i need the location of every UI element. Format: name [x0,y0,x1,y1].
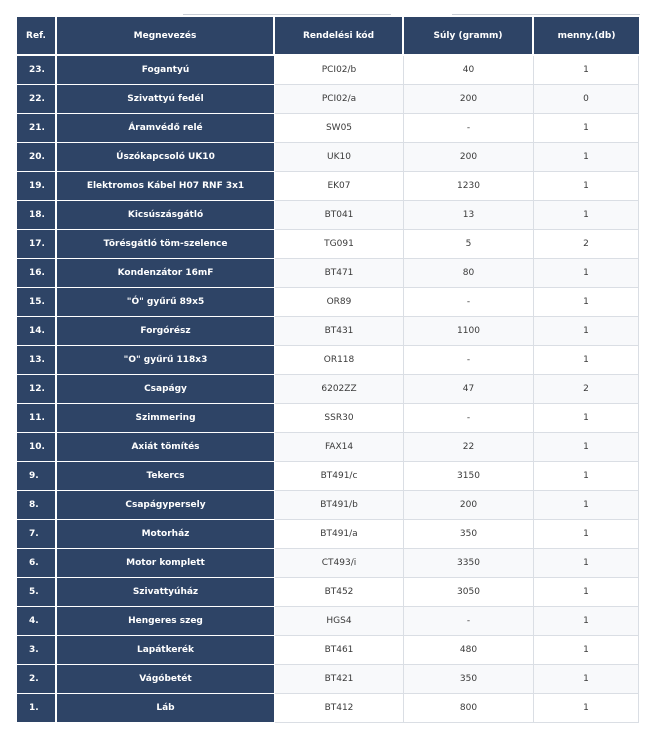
table-body [17,56,639,723]
cell-code: BT431 [275,317,404,346]
cell-qty: 1 [534,404,639,433]
cell-weight: 3150 [404,462,534,491]
cell-qty: 0 [534,85,639,114]
cell-ref: 3. [17,636,57,665]
cell-weight: 40 [404,56,534,85]
cell-qty: 2 [534,375,639,404]
cell-code: HGS4 [275,607,404,636]
cell-ref: 4. [17,607,57,636]
header-qty: menny.(db) [534,17,639,56]
cell-qty: 1 [534,56,639,85]
cell-ref: 18. [17,201,57,230]
cell-ref: 16. [17,259,57,288]
cell-code: OR118 [275,346,404,375]
cell-qty: 1 [534,578,639,607]
cell-name: Úszókapcsoló UK10 [57,143,275,172]
cell-ref: 14. [17,317,57,346]
cell-qty: 1 [534,317,639,346]
table-row [17,694,639,723]
cell-code: BT421 [275,665,404,694]
header-name: Megnevezés [57,17,275,56]
table-row [17,201,639,230]
header-code: Rendelési kód [275,17,404,56]
table-row [17,230,639,259]
cell-code: PCI02/a [275,85,404,114]
cell-ref: 8. [17,491,57,520]
cell-name: Kondenzátor 16mF [57,259,275,288]
cell-name: Forgórész [57,317,275,346]
cell-weight: - [404,346,534,375]
cell-ref: 19. [17,172,57,201]
cell-weight: 800 [404,694,534,723]
table-row [17,288,639,317]
cell-ref: 13. [17,346,57,375]
table-row [17,607,639,636]
cell-weight: 13 [404,201,534,230]
cell-code: BT491/a [275,520,404,549]
table-row [17,433,639,462]
table-row [17,114,639,143]
cell-ref: 23. [17,56,57,85]
top-divider-left [183,14,391,15]
cell-qty: 1 [534,201,639,230]
table-row [17,636,639,665]
cell-weight: 5 [404,230,534,259]
table-row [17,143,639,172]
cell-ref: 20. [17,143,57,172]
cell-name: Axiát tömítés [57,433,275,462]
cell-qty: 1 [534,288,639,317]
cell-name: "O" gyűrű 118x3 [57,346,275,375]
table-row [17,346,639,375]
table-row [17,491,639,520]
cell-qty: 1 [534,462,639,491]
cell-weight: 1230 [404,172,534,201]
cell-qty: 1 [534,607,639,636]
table-row [17,520,639,549]
cell-code: PCI02/b [275,56,404,85]
cell-code: FAX14 [275,433,404,462]
cell-name: "Ó" gyűrű 89x5 [57,288,275,317]
cell-qty: 1 [534,694,639,723]
cell-weight: 200 [404,85,534,114]
cell-ref: 22. [17,85,57,114]
cell-code: EK07 [275,172,404,201]
cell-name: Csapágy [57,375,275,404]
cell-ref: 21. [17,114,57,143]
cell-weight: 3350 [404,549,534,578]
cell-weight: 80 [404,259,534,288]
cell-code: BT452 [275,578,404,607]
cell-qty: 2 [534,230,639,259]
table-row [17,85,639,114]
cell-code: TG091 [275,230,404,259]
cell-weight: 200 [404,491,534,520]
cell-ref: 9. [17,462,57,491]
table-row [17,665,639,694]
cell-weight: - [404,607,534,636]
cell-ref: 1. [17,694,57,723]
table-row [17,404,639,433]
cell-code: OR89 [275,288,404,317]
cell-weight: - [404,288,534,317]
cell-code: 6202ZZ [275,375,404,404]
cell-weight: 3050 [404,578,534,607]
top-divider-right [452,14,640,15]
cell-weight: - [404,114,534,143]
cell-ref: 12. [17,375,57,404]
cell-qty: 1 [534,636,639,665]
cell-weight: 350 [404,665,534,694]
table-row [17,259,639,288]
cell-qty: 1 [534,665,639,694]
cell-name: Lapátkerék [57,636,275,665]
cell-qty: 1 [534,259,639,288]
cell-name: Áramvédő relé [57,114,275,143]
cell-qty: 1 [534,143,639,172]
cell-code: UK10 [275,143,404,172]
cell-code: CT493/i [275,549,404,578]
cell-name: Törésgátló töm-szelence [57,230,275,259]
cell-weight: 350 [404,520,534,549]
cell-name: Szimmering [57,404,275,433]
cell-code: BT461 [275,636,404,665]
cell-ref: 7. [17,520,57,549]
cell-name: Kicsúszásgátló [57,201,275,230]
cell-name: Fogantyú [57,56,275,85]
cell-name: Motor komplett [57,549,275,578]
cell-qty: 1 [534,520,639,549]
cell-ref: 17. [17,230,57,259]
cell-ref: 10. [17,433,57,462]
cell-qty: 1 [534,433,639,462]
cell-name: Szivattyúház [57,578,275,607]
table-row [17,578,639,607]
cell-code: BT041 [275,201,404,230]
cell-qty: 1 [534,549,639,578]
header-row [17,17,639,56]
cell-weight: - [404,404,534,433]
cell-name: Motorház [57,520,275,549]
cell-name: Csapágypersely [57,491,275,520]
cell-name: Láb [57,694,275,723]
table-row [17,375,639,404]
cell-name: Elektromos Kábel H07 RNF 3x1 [57,172,275,201]
cell-code: BT491/b [275,491,404,520]
cell-code: SW05 [275,114,404,143]
cell-code: SSR30 [275,404,404,433]
cell-ref: 2. [17,665,57,694]
cell-name: Szivattyú fedél [57,85,275,114]
table-row [17,56,639,85]
cell-weight: 480 [404,636,534,665]
cell-ref: 5. [17,578,57,607]
cell-ref: 15. [17,288,57,317]
table-row [17,317,639,346]
cell-ref: 6. [17,549,57,578]
cell-code: BT471 [275,259,404,288]
cell-name: Vágóbetét [57,665,275,694]
parts-table [17,17,639,723]
cell-weight: 200 [404,143,534,172]
cell-ref: 11. [17,404,57,433]
table-row [17,462,639,491]
cell-weight: 22 [404,433,534,462]
cell-weight: 47 [404,375,534,404]
cell-qty: 1 [534,172,639,201]
cell-qty: 1 [534,346,639,375]
header-weight: Súly (gramm) [404,17,534,56]
cell-code: BT491/c [275,462,404,491]
table-row [17,172,639,201]
header-ref: Ref. [17,17,57,56]
cell-weight: 1100 [404,317,534,346]
cell-name: Tekercs [57,462,275,491]
table-row [17,549,639,578]
cell-qty: 1 [534,114,639,143]
cell-code: BT412 [275,694,404,723]
cell-qty: 1 [534,491,639,520]
cell-name: Hengeres szeg [57,607,275,636]
